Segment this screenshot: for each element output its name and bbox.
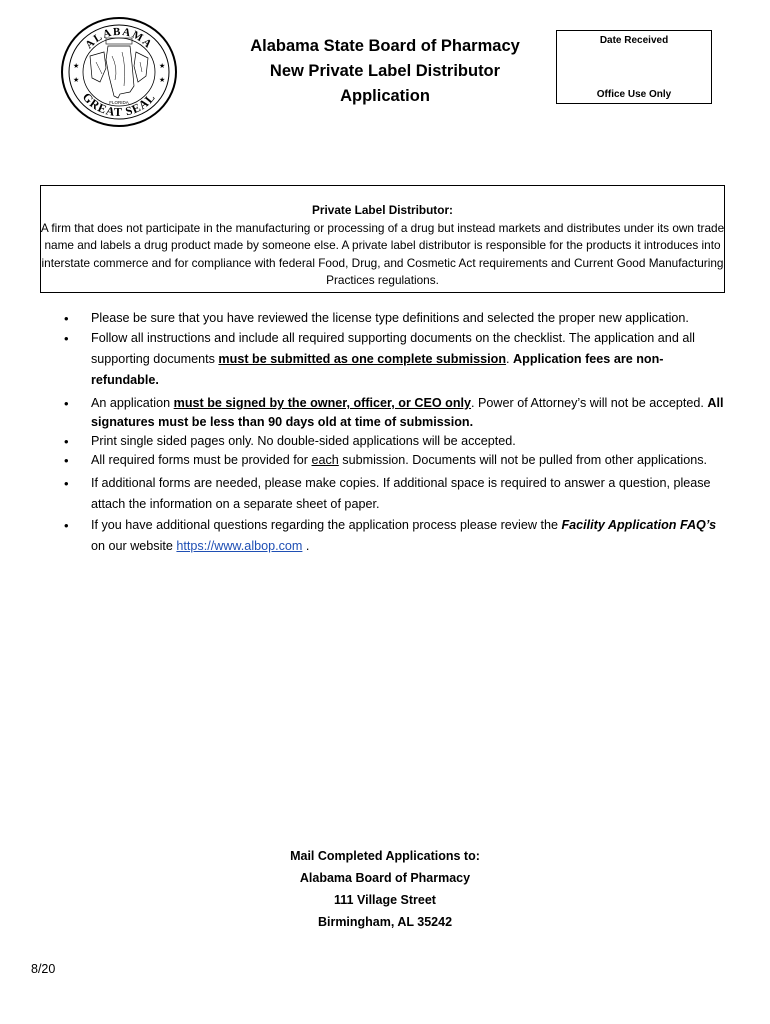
- definition-box: [40, 185, 725, 293]
- revision-date: 8/20: [31, 962, 56, 976]
- mail-line-city: Birmingham, AL 35242: [317, 915, 453, 929]
- list-item: • Follow all instructions and include all required supporting documents on the checklist. The application and all supporting documents must be submitted as one complete submission. Application fees are non-refundable.: [60, 328, 726, 391]
- title-line-2: New Private Label Distributor: [269, 62, 501, 80]
- albop-website-link[interactable]: https://www.albop.com: [176, 539, 303, 553]
- list-item: • All required forms must be provided for each submission. Documents will not be pulled from other applications.: [64, 453, 707, 468]
- seal-star-right: ★: [159, 63, 166, 70]
- mail-line-org: Alabama Board of Pharmacy: [299, 871, 471, 885]
- title-line-3: Application: [340, 87, 430, 105]
- list-item: • Please be sure that you have reviewed the license type definitions and selected the proper new application.: [64, 311, 689, 326]
- title-line-1: Alabama State Board of Pharmacy: [250, 37, 520, 55]
- form-title: [200, 34, 570, 109]
- alabama-great-seal: [60, 16, 178, 128]
- seal-inner-label: FLORIDA: [109, 100, 129, 105]
- mail-line-street: 111 Village Street: [334, 893, 436, 907]
- bullet-icon: •: [64, 311, 69, 326]
- office-use-box: [556, 30, 712, 104]
- list-item: • An application must be signed by the owner, officer, or CEO only. Power of Attorney’s will not be accepted. All signatures must be less than 90 days old at time of submission.: [64, 396, 724, 429]
- bullet-icon: •: [64, 434, 69, 449]
- list-item: • If you have additional questions regarding the application process please review the Facility Application FAQ’s on our website https://www.albop.com .: [60, 515, 726, 557]
- mail-heading: Mail Completed Applications to:: [290, 849, 480, 863]
- definition-text: A firm that does not participate in the manufacturing or processing of a drug but instead markets and distributes under its own trade name and labels a drug product made by someone else. A private label distributor is responsible for the products it introduces into interstate commerce and for compliance with federal Food, Drug, and Cosmetic Act requirements and Current Good Manufacturing Practices regulations.: [40, 220, 725, 287]
- seal-bottom-text: GREAT SEAL: [79, 89, 159, 120]
- definition-title: Private Label Distributor:: [312, 203, 453, 217]
- office-use-label: Office Use Only: [596, 89, 672, 100]
- seal-star-left-2: ★: [73, 77, 80, 84]
- list-item: • Print single sided pages only. No double-sided applications will be accepted.: [64, 434, 516, 449]
- bullet-icon: •: [64, 518, 69, 533]
- instruction-list: [60, 309, 726, 557]
- list-item: • If additional forms are needed, please make copies. If additional space is required to answer a question, please attach the information on a separate sheet of paper.: [60, 473, 726, 515]
- bullet-icon: •: [64, 453, 69, 468]
- date-received-label: Date Received: [599, 35, 669, 46]
- bullet-icon: •: [64, 331, 69, 346]
- seal-star-left: ★: [73, 63, 80, 70]
- seal-state-map: [90, 46, 148, 98]
- seal-star-right-2: ★: [159, 77, 166, 84]
- bullet-icon: •: [64, 476, 69, 491]
- seal-top-text: ALABAMA: [83, 25, 155, 52]
- mailing-address: [0, 845, 770, 933]
- bullet-icon: •: [64, 396, 69, 411]
